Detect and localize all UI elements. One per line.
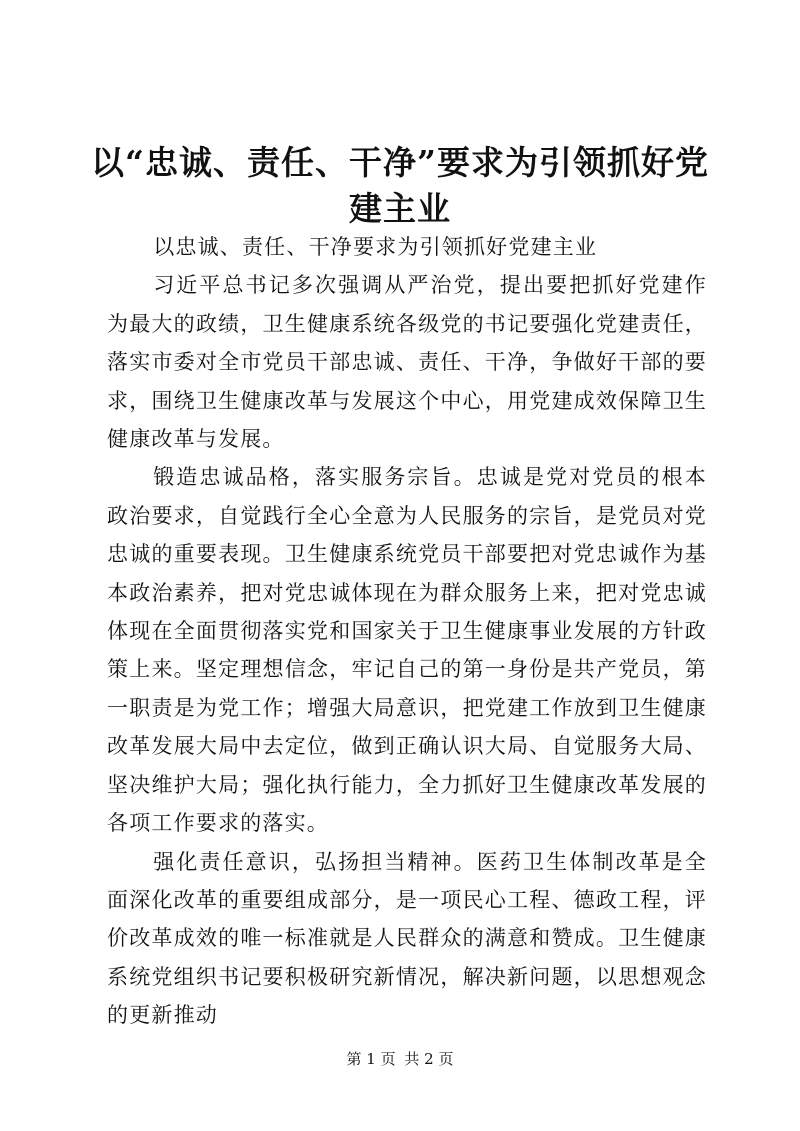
page-total: 共 2 页 <box>404 1050 454 1068</box>
body-paragraph: 强化责任意识，弘扬担当精神。医药卫生体制改革是全面深化改革的重要组成部分，是一项民心工程、德政工程，评价改革成效的唯一标准就是人民群众的满意和赞成。卫生健康系统党组织书记要积极研究新情况，解决新问题，以思想观念的更新推动 <box>107 849 707 1028</box>
body-paragraph: 习近平总书记多次强调从严治党，提出要把抓好党建作为最大的政绩，卫生健康系统各级党的书记要强化党建责任，落实市委对全市党员干部忠诚、责任、干净，争做好干部的要求，围绕卫生健康改革与发展这个中心，用党建成效保障卫生健康改革与发展。 <box>107 273 707 452</box>
document-body <box>107 228 707 1035</box>
document-title: 以“忠诚、责任、干净”要求为引领抓好党建主业 <box>91 143 709 228</box>
subtitle-paragraph: 以忠诚、责任、干净要求为引领抓好党建主业 <box>153 235 598 259</box>
body-paragraph: 锻造忠诚品格，落实服务宗旨。忠诚是党对党员的根本政治要求，自觉践行全心全意为人民服务的宗旨，是党员对党忠诚的重要表现。卫生健康系统党员干部要把对党忠诚作为基本政治素养，把对党忠诚体现在为群众服务上来，把对党忠诚体现在全面贯彻落实党和国家关于卫生健康事业发展的方针政策上来。坚定理想信念，牢记自己的第一身份是共产党员，第一职责是为党工作；增强大局意识，把党建工作放到卫生健康改革发展大局中去定位，做到正确认识大局、自觉服务大局、坚决维护大局；强化执行能力，全力抓好卫生健康改革发展的各项工作要求的落实。 <box>107 465 707 836</box>
page-number: 第 1 页 <box>346 1050 396 1068</box>
page-footer <box>0 1049 800 1069</box>
